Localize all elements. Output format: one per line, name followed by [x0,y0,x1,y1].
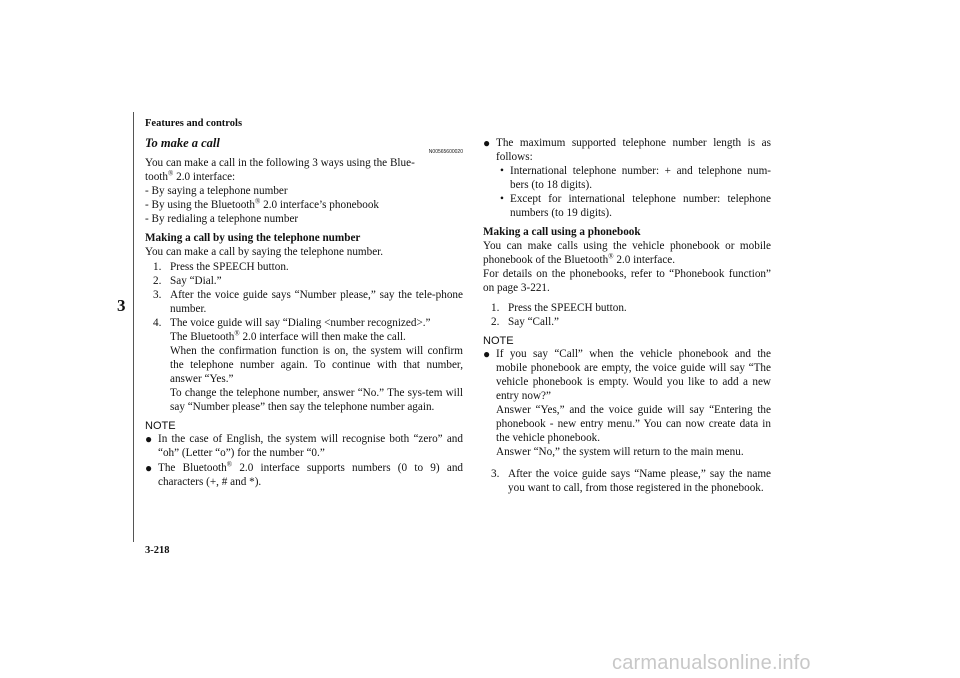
bullet-icon: ● [483,347,491,361]
section-title: To make a call [145,136,220,150]
phonebook-text: You can make calls using the vehicle phonebook or mobile phonebook of the Bluetooth® 2.0 interface. [483,240,771,266]
section-code: N00565600020 [428,149,463,155]
chapter-number: 3 [117,296,126,315]
subheading-telephone-number: Making a call by using the telephone number [145,232,361,244]
step-item: 2. Say “Dial.” [153,275,222,287]
watermark: carmanualsonline.info [612,652,811,674]
step-item: 4. The voice guide will say “Dialing <number recognized>.” The Bluetooth® 2.0 interface will then make the call. When the confirmation function is on, the system will confirm the telephone number again. To continue with that number, answer “Yes.” To change the telephone number, answer “No.” The sys-tem will say “Number please” then say the telephone number again. [153,317,463,413]
step-item: 3. After the voice guide says “Name please,” say the name you want to call, from those registered in the phonebook. [491,468,771,494]
note-bullet: ● In the case of English, the system will recognise both “zero” and “oh” (Letter “o”) for the number “0.” [145,432,463,459]
page-header: Features and controls [145,118,243,129]
bullet-icon: ● [145,461,153,475]
chapter-rule [133,112,134,542]
intro-line-c: 2.0 interface: [173,171,236,183]
note-bullet: ● The maximum supported telephone number length is as follows: • International telephone number: + and telephone num-bers (to 18 digits). • Except for international telephone number: telephone numbers (to 19 digits). [483,136,771,219]
bullet-icon: ● [145,432,153,446]
page-number: 3-218 [145,545,170,556]
way-item: - By redialing a telephone number [145,213,299,225]
phonebook-reference: For details on the phonebooks, refer to “Phonebook function” on page 3-221. [483,268,771,294]
note-label: NOTE [145,420,176,432]
way-item: - By saying a telephone number [145,185,288,197]
step-item: 2. Say “Call.” [491,316,559,328]
intro-line-a: You can make a call in the following 3 ways using the Blue- [145,157,415,169]
registered-mark: ® [168,169,174,178]
subheading-text: You can make a call by saying the telephone number. [145,246,384,258]
section-title-row [145,136,463,153]
left-column [145,136,463,490]
note-label: NOTE [483,335,514,347]
sublist-item: • Except for international telephone number: telephone numbers (to 19 digits). [500,193,771,219]
step-item: 1. Press the SPEECH button. [491,302,627,314]
step-item: 3. After the voice guide says “Number please,” say the tele-phone number. [153,289,463,315]
subheading-phonebook: Making a call using a phonebook [483,226,641,238]
steps-list [145,260,463,414]
steps-list [483,301,771,329]
right-column [483,136,771,495]
note-bullet: ● If you say “Call” when the vehicle phonebook and the mobile phonebook are empty, the voice guide will say “The vehicle phonebook is empty. Would you like to add a new entry now?” Answer “Yes,” and the voice guide will say “Entering the phonebook - new entry menu.” You can now create data in the vehicle phonebook. Answer “No,” the system will return to the main menu. [483,347,771,458]
intro-line-b: tooth [145,171,168,183]
intro-text [145,156,463,184]
step-item: 1. Press the SPEECH button. [153,261,289,273]
note-bullet: ● The Bluetooth® 2.0 interface supports numbers (0 to 9) and characters (+, # and *). [145,460,464,488]
sublist-item: • International telephone number: + and telephone num-bers (to 18 digits). [500,165,771,191]
bullet-icon: ● [483,136,491,150]
way-item: - By using the Bluetooth® 2.0 interface’s phonebook [145,197,380,211]
